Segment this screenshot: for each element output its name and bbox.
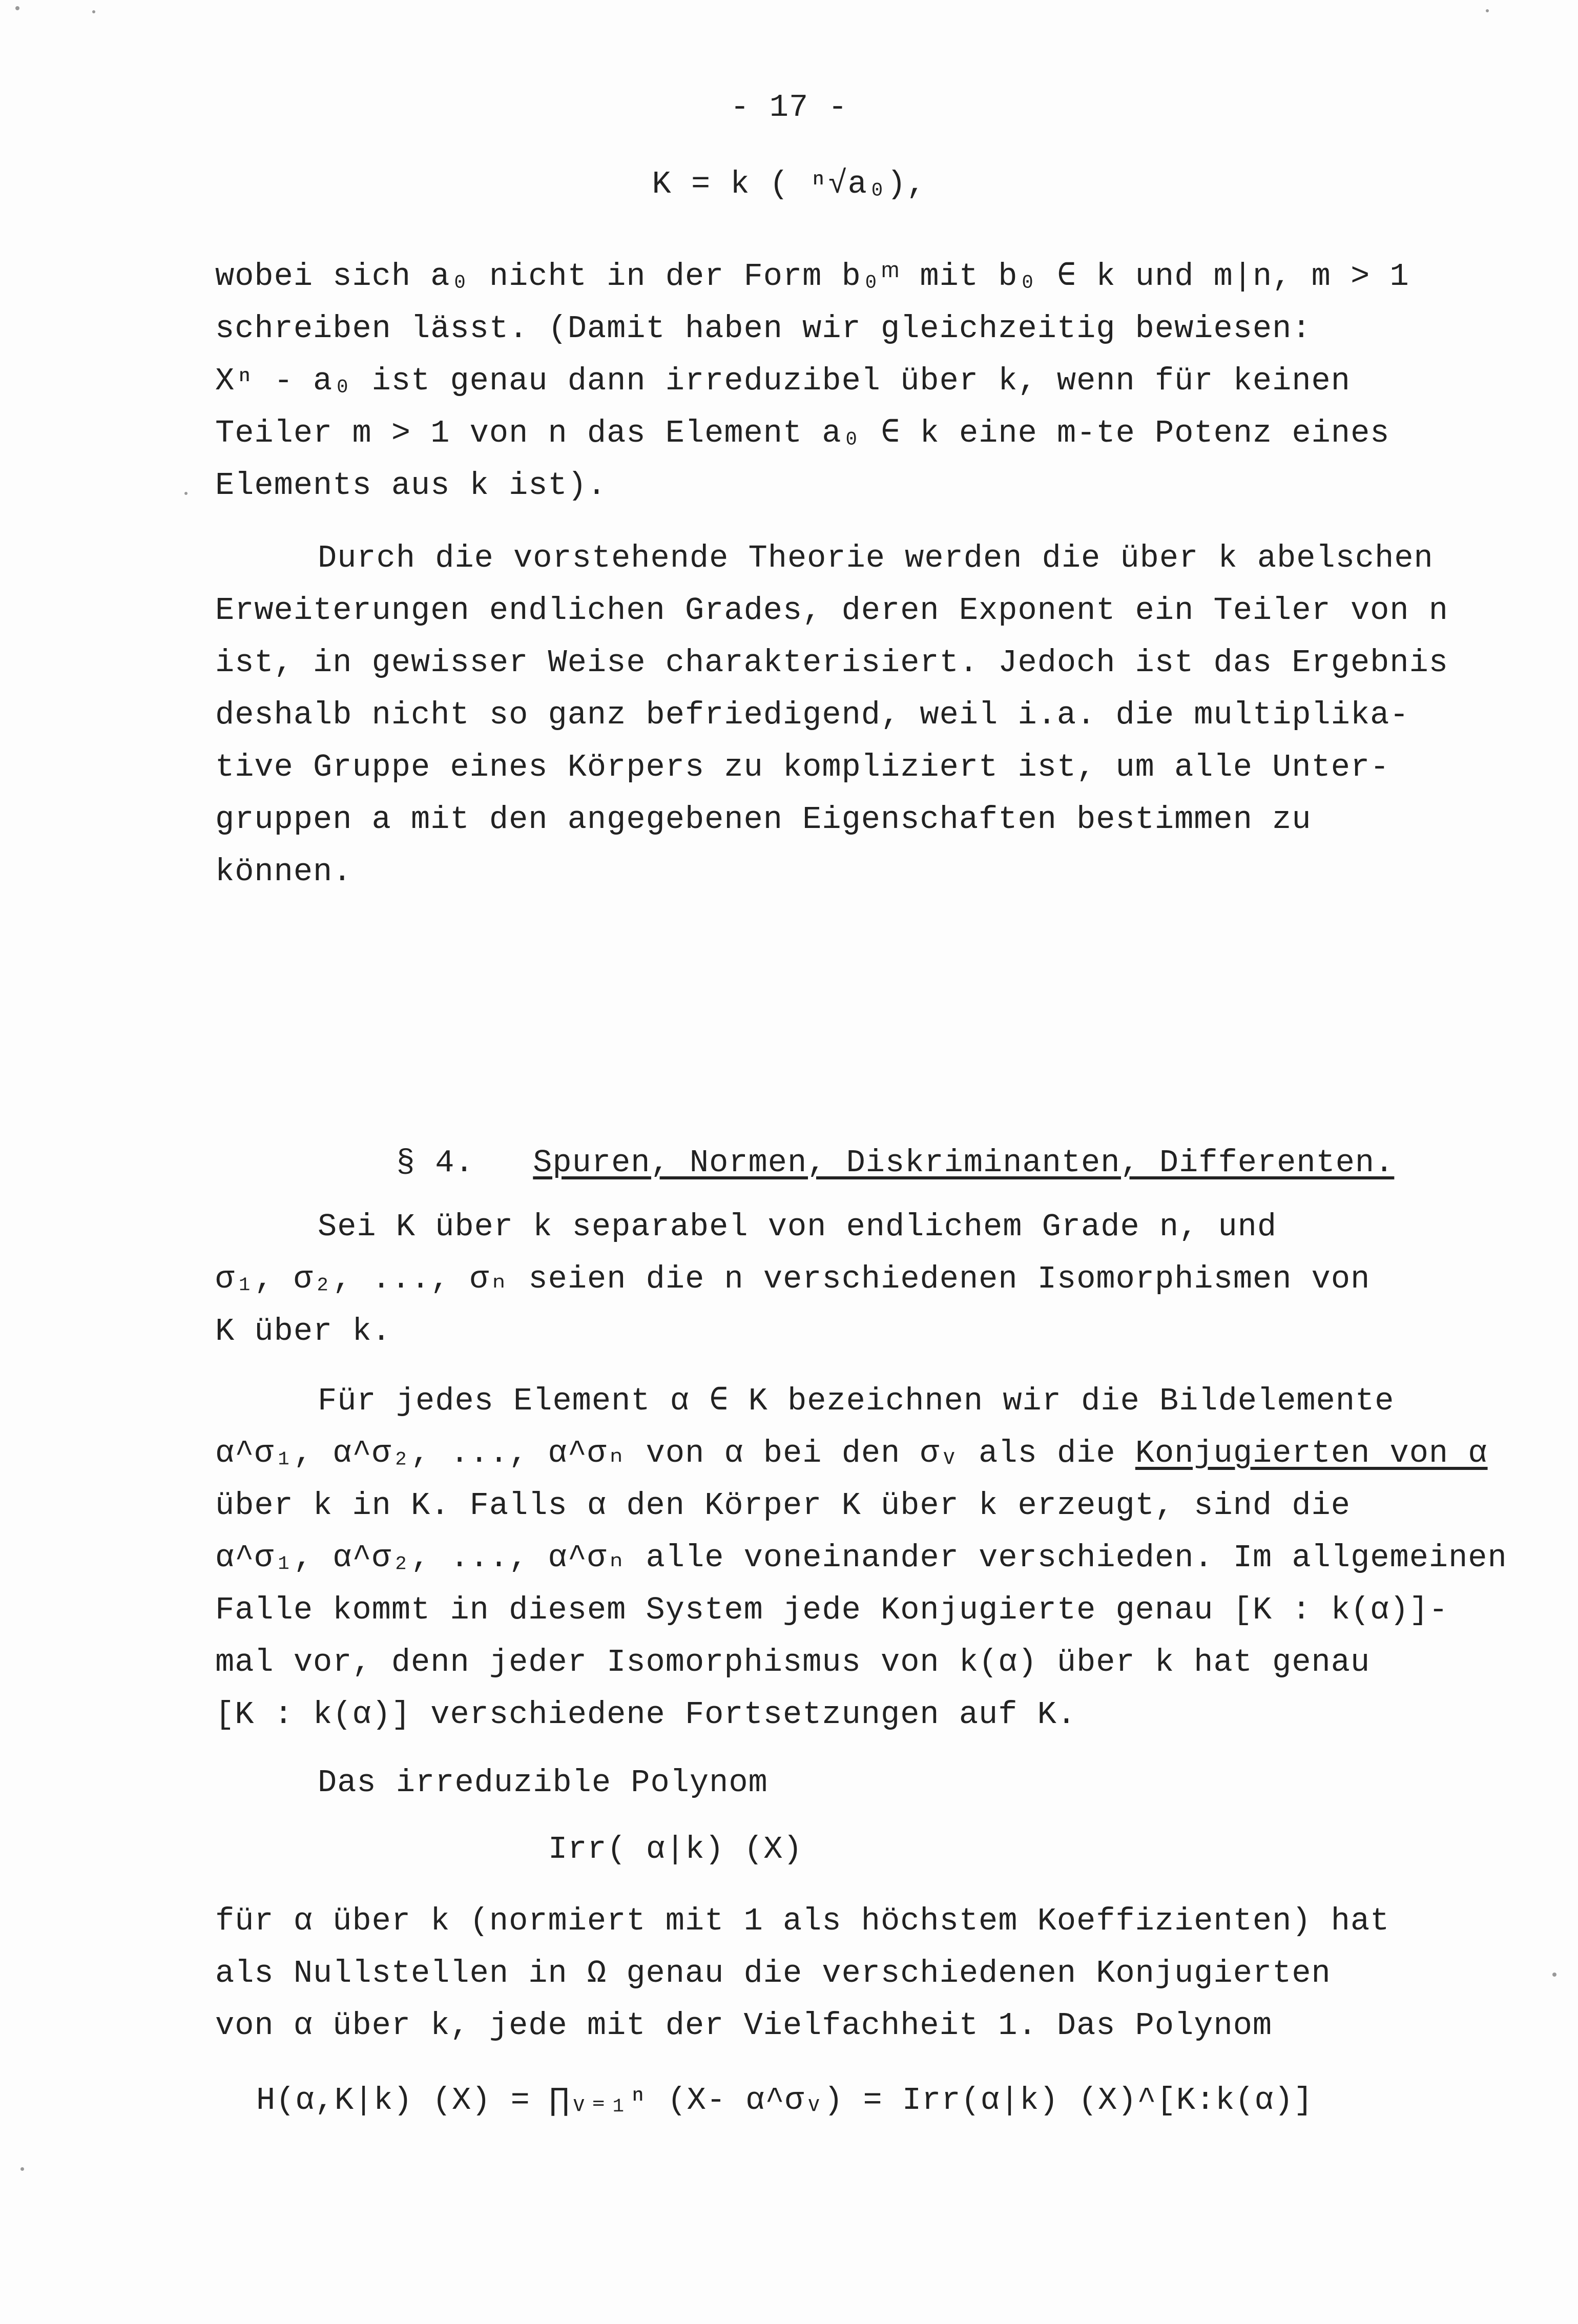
text-line: α^σ₁, α^σ₂, ..., α^σₙ von α bei den σᵥ als die Konjugierten von α xyxy=(215,1435,1488,1471)
text-line: σ₁, σ₂, ..., σₙ seien die n verschiedenen Isomorphismen von xyxy=(215,1261,1371,1297)
scan-speck xyxy=(92,10,95,13)
text-line: mal vor, denn jeder Isomorphismus von k(α) über k hat genau xyxy=(215,1644,1371,1680)
section-heading xyxy=(318,1102,1394,1225)
formula-top: K = k ( ⁿ√a₀), xyxy=(652,166,926,202)
text-line: von α über k, jede mit der Vielfachheit 1. Das Polynom xyxy=(215,2007,1273,2044)
scan-speck xyxy=(1486,9,1489,12)
section-title: Spuren, Normen, Diskriminanten, Differenten. xyxy=(533,1145,1395,1181)
scan-speck xyxy=(1552,1973,1556,1977)
scan-speck xyxy=(15,6,19,10)
text-line: Elements aus k ist). xyxy=(215,467,607,504)
text-line: schreiben lässt. (Damit haben wir gleichzeitig bewiesen: xyxy=(215,310,1312,347)
scan-speck xyxy=(184,492,188,495)
text-line: K über k. xyxy=(215,1313,391,1350)
text-line: ist, in gewisser Weise charakterisiert. Jedoch ist das Ergebnis xyxy=(215,645,1448,681)
formula-irr: Irr( α|k) (X) xyxy=(548,1831,803,1868)
text-line: Das irreduzible Polynom xyxy=(318,1765,768,1801)
text-line: Xⁿ - a₀ ist genau dann irreduzibel über k, wenn für keinen xyxy=(215,363,1351,399)
text-line: Falle kommt in diesem System jede Konjugierte genau [K : k(α)]- xyxy=(215,1592,1448,1628)
text-line: Für jedes Element α ∈ K bezeichnen wir die Bildelemente xyxy=(318,1383,1395,1419)
text-line: über k in K. Falls α den Körper K über k erzeugt, sind die xyxy=(215,1487,1351,1524)
text-line: für α über k (normiert mit 1 als höchstem Koeffizienten) hat xyxy=(215,1903,1390,1939)
scan-speck xyxy=(20,2167,24,2171)
text-line: [K : k(α)] verschiedene Fortsetzungen auf K. xyxy=(215,1696,1077,1733)
text-line: Sei K über k separabel von endlichem Grade n, und xyxy=(318,1209,1277,1245)
formula-bottom: H(α,K|k) (X) = ∏ᵥ₌₁ⁿ (X- α^σᵥ) = Irr(α|k) (X)^[K:k(α)] xyxy=(256,2082,1314,2119)
page-number: - 17 - xyxy=(730,89,848,126)
text-line: tive Gruppe eines Körpers zu kompliziert ist, um alle Unter- xyxy=(215,749,1390,785)
text-line: Erweiterungen endlichen Grades, deren Exponent ein Teiler von n xyxy=(215,592,1448,629)
text-line: α^σ₁, α^σ₂, ..., α^σₙ alle voneinander verschieden. Im allgemeinen xyxy=(215,1540,1507,1576)
text-line: können. xyxy=(215,854,352,890)
konjugierten-term: Konjugierten von α xyxy=(1135,1435,1488,1471)
text-line: wobei sich a₀ nicht in der Form b₀ᵐ mit b₀ ∈ k und m|n, m > 1 xyxy=(215,258,1409,295)
text-line: deshalb nicht so ganz befriedigend, weil i.a. die multiplika- xyxy=(215,697,1409,733)
text-line: als Nullstellen in Ω genau die verschiedenen Konjugierten xyxy=(215,1955,1331,1991)
text-line: Teiler m > 1 von n das Element a₀ ∈ k eine m-te Potenz eines xyxy=(215,415,1390,451)
text-line: gruppen a mit den angegebenen Eigenschaften bestimmen zu xyxy=(215,801,1312,838)
section-number: § 4. xyxy=(396,1145,474,1181)
text-line: Durch die vorstehende Theorie werden die über k abelschen xyxy=(318,540,1434,576)
